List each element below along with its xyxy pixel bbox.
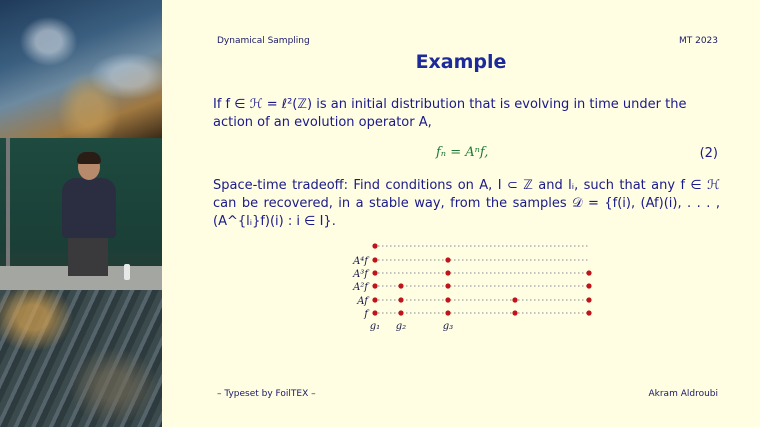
sample-dot [372, 310, 377, 315]
sample-dot [445, 257, 450, 262]
header-right: MT 2023 [678, 36, 718, 46]
header-left: Dynamical Sampling [217, 36, 310, 46]
sample-dot [445, 270, 450, 275]
row-label-A4f: A⁴f [353, 256, 368, 267]
row-label-A2f: A²f [353, 282, 368, 293]
background-photo-top [0, 0, 162, 138]
paragraph-tradeoff: Space-time tradeoff: Find conditions on A, I ⊂ ℤ and lᵢ, such that any f ∈ ℋ can be recovered, in a stable way, from the samples 𝒟 = {f(i), (Af)(i), . . . , (A^{lᵢ}f)(i) : i ∈ I}. [213, 178, 720, 229]
sample-dot [372, 283, 377, 288]
row-label-Af: Af [357, 296, 368, 307]
sample-dot [512, 310, 517, 315]
sample-dot [586, 297, 591, 302]
sample-dot [586, 283, 591, 288]
sample-dot [372, 257, 377, 262]
sample-dot [398, 283, 403, 288]
row-label-f: f [364, 309, 368, 320]
sample-dot [398, 297, 403, 302]
sample-dot [398, 310, 403, 315]
paragraph-intro: If f ∈ ℋ = ℓ²(ℤ) is an initial distribution that is evolving in time under the action of an evolution operator A, [213, 97, 687, 130]
sample-dot [372, 297, 377, 302]
equation: fₙ = Aⁿf, [436, 145, 489, 160]
sample-dot [372, 243, 377, 248]
sample-dot [372, 270, 377, 275]
column-label-g1: g₁ [369, 321, 381, 332]
presentation-slide [162, 0, 760, 427]
row-label-A3f: A³f [353, 269, 368, 280]
speaker-hair [77, 152, 101, 164]
sampling-diagram [332, 240, 594, 336]
sample-dot [445, 297, 450, 302]
left-video-panel [0, 0, 162, 427]
equation-number: (2) [699, 146, 718, 161]
sample-dot [586, 270, 591, 275]
sample-dot [445, 310, 450, 315]
speaker-video [0, 138, 162, 290]
background-photo-bottom [0, 290, 162, 427]
water-bottle [124, 264, 130, 280]
sample-dot [445, 283, 450, 288]
speaker-body [62, 178, 116, 238]
sample-dot [512, 297, 517, 302]
speaker-legs [68, 236, 108, 276]
sample-dot [586, 310, 591, 315]
column-label-g3: g₃ [442, 321, 454, 332]
footer-left: – Typeset by FoilTEX – [217, 389, 316, 399]
column-label-g2: g₂ [395, 321, 407, 332]
footer-right: Akram Aldroubi [648, 389, 718, 399]
slide-title: Example [415, 51, 507, 73]
